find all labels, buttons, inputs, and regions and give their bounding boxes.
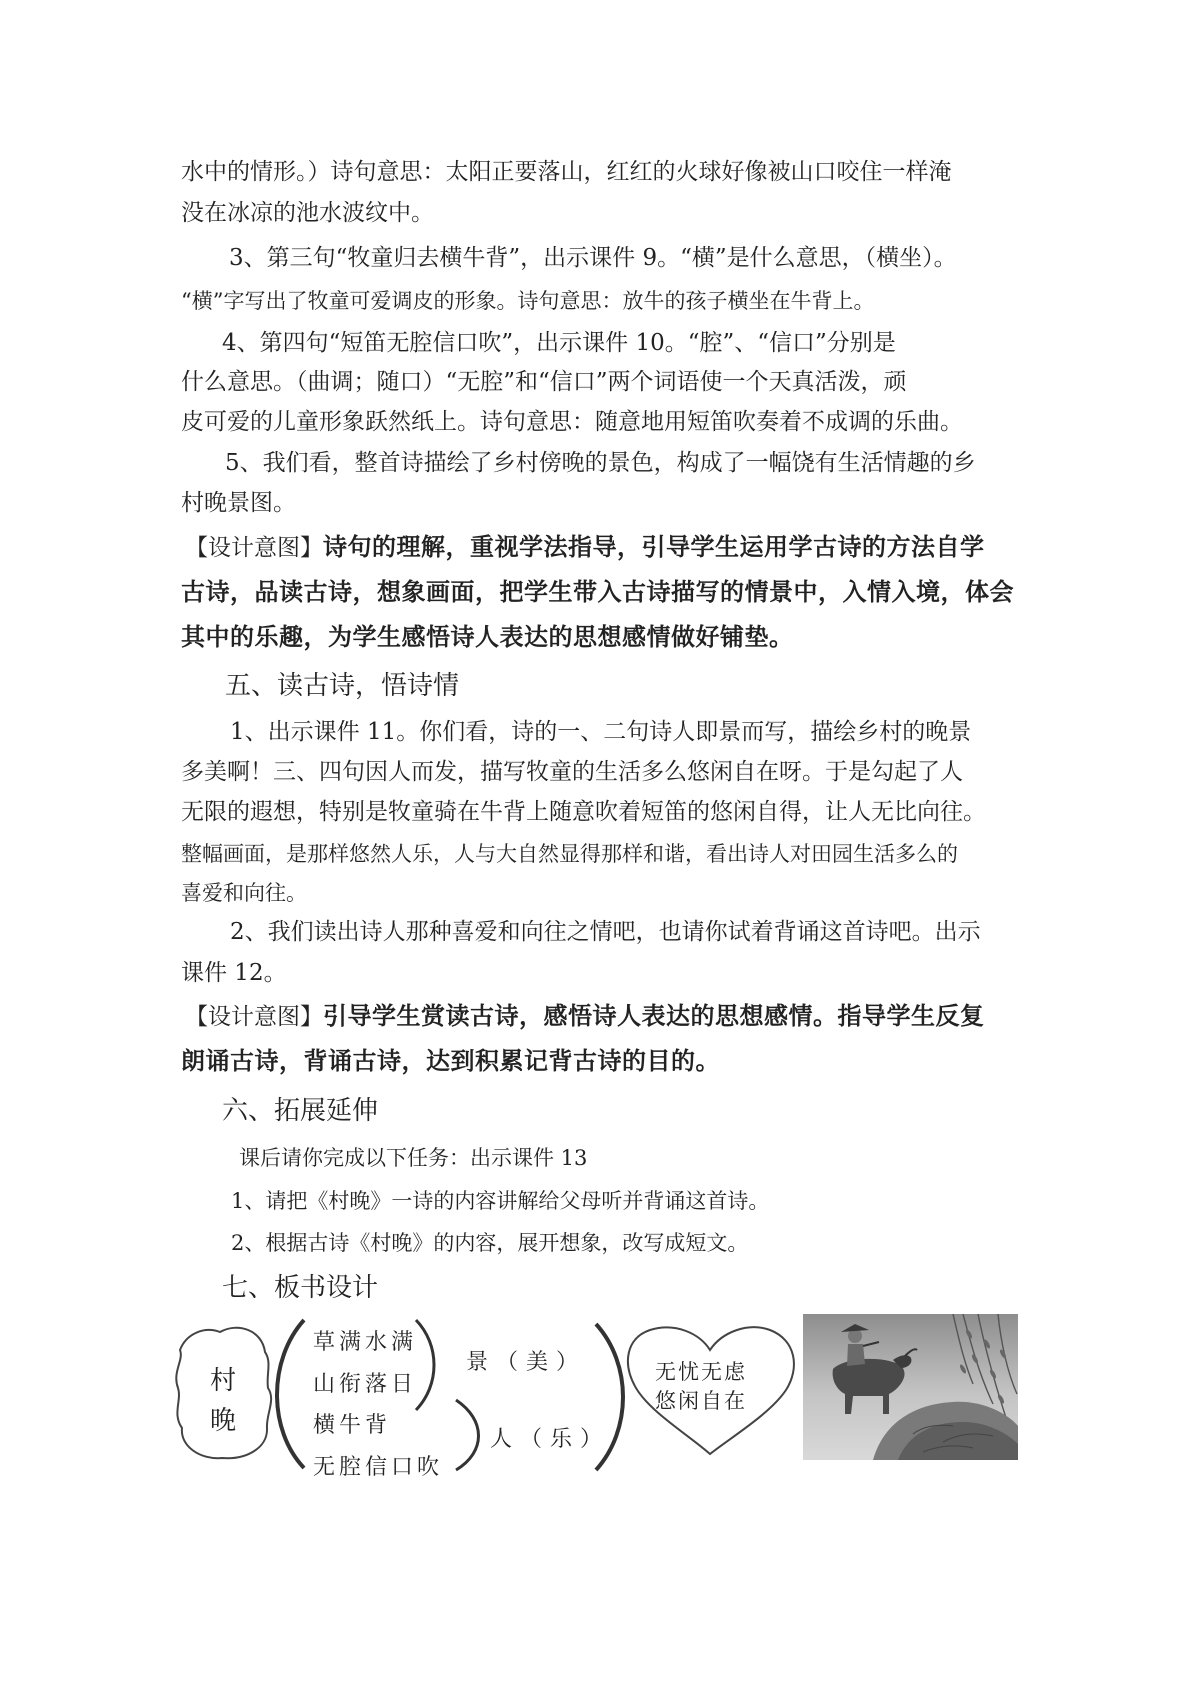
board-phrase: 山衔落日 [313,1372,418,1397]
paragraph-line: 皮可爱的儿童形象跃然纸上。诗句意思：随意地用短笛吹奏着不成调的乐曲。 [181,409,963,435]
scene-bracket [416,1320,434,1410]
section-heading: 六、拓展延伸 [222,1096,379,1126]
board-scene-label: 景（美） [466,1350,587,1375]
paragraph-line: 4、第四句“短笛无腔信口吹”，出示课件 10。“腔”、“信口”分别是 [222,330,896,356]
design-intent-text: 引导学生赏读古诗，感悟诗人表达的思想感情。指导学生反复 [323,1002,985,1030]
design-intent-label: 【设计意图】 [185,1004,323,1030]
paragraph-line: 1、请把《村晚》一诗的内容讲解给父母听并背诵这首诗。 [231,1189,770,1213]
board-title-char: 晚 [210,1406,237,1436]
board-title-char: 村 [210,1366,237,1396]
paragraph-line: 3、第三句“牧童归去横牛背”，出示课件 9。“横”是什么意思，（横坐）。 [229,245,957,271]
left-bracket [277,1320,304,1468]
paragraph-line: 水中的情形。）诗句意思：太阳正要落山，红红的火球好像被山口咬住一样淹 [181,159,952,185]
paragraph-line: 多美啊！三、四句因人而发，描写牧童的生活多么悠闲自在呀。于是勾起了人 [181,759,963,785]
section-heading: 七、板书设计 [222,1273,379,1303]
board-phrase: 横牛背 [313,1413,392,1438]
paragraph-line: 什么意思。（曲调；随口）“无腔”和“信口”两个词语使一个天真活泼，顽 [181,369,907,395]
paragraph-line: 没在冰凉的池水波纹中。 [181,200,434,226]
cowherd-illustration [803,1314,1018,1460]
heart-text: 悠闲自在 [655,1389,747,1413]
paragraph-line: 课后请你完成以下任务：出示课件 13 [239,1146,588,1170]
heart-text: 无忧无虑 [655,1360,747,1384]
design-intent-label: 【设计意图】 [185,535,323,561]
board-people-label: 人（乐） [490,1427,611,1452]
paragraph-line: 2、根据古诗《村晚》的内容，展开想象，改写成短文。 [231,1231,749,1255]
paragraph-line: 2、我们读出诗人那种喜爱和向往之情吧，也请你试着背诵这首诗吧。出示 [230,919,981,945]
paragraph-line: 喜爱和向往。 [181,881,307,905]
paragraph-line: 无限的遐想，特别是牧童骑在牛背上随意吹着短笛的悠闲自得，让人无比向往。 [181,799,986,825]
paragraph-line: 村晚景图。 [181,490,296,516]
paragraph-line: 课件 12。 [181,960,287,986]
design-intent-text: 古诗，品读古诗，想象画面，把学生带入古诗描写的情景中，入情入境，体会 [181,578,1014,606]
design-intent-text: 其中的乐趣，为学生感悟诗人表达的思想感情做好铺垫。 [181,623,794,651]
paragraph-line: “横”字写出了牧童可爱调皮的形象。诗句意思：放牛的孩子横坐在牛背上。 [181,289,875,313]
design-intent-text: 朗诵古诗，背诵古诗，达到积累记背古诗的目的。 [181,1047,720,1075]
board-phrase: 草满水满 [313,1330,418,1355]
design-intent-text: 诗句的理解，重视学法指导，引导学生运用学古诗的方法自学 [323,533,985,561]
board-phrase: 无腔信口吹 [313,1455,444,1480]
paragraph-line: 整幅画面，是那样悠然人乐，人与大自然显得那样和谐，看出诗人对田园生活多么的 [181,842,958,866]
section-heading: 五、读古诗，悟诗情 [225,671,460,701]
paragraph-line: 5、我们看，整首诗描绘了乡村傍晚的景色，构成了一幅饶有生活情趣的乡 [225,450,976,476]
people-bracket [456,1400,479,1470]
paragraph-line: 1、出示课件 11。你们看，诗的一、二句诗人即景而写，描绘乡村的晚景 [230,719,972,745]
